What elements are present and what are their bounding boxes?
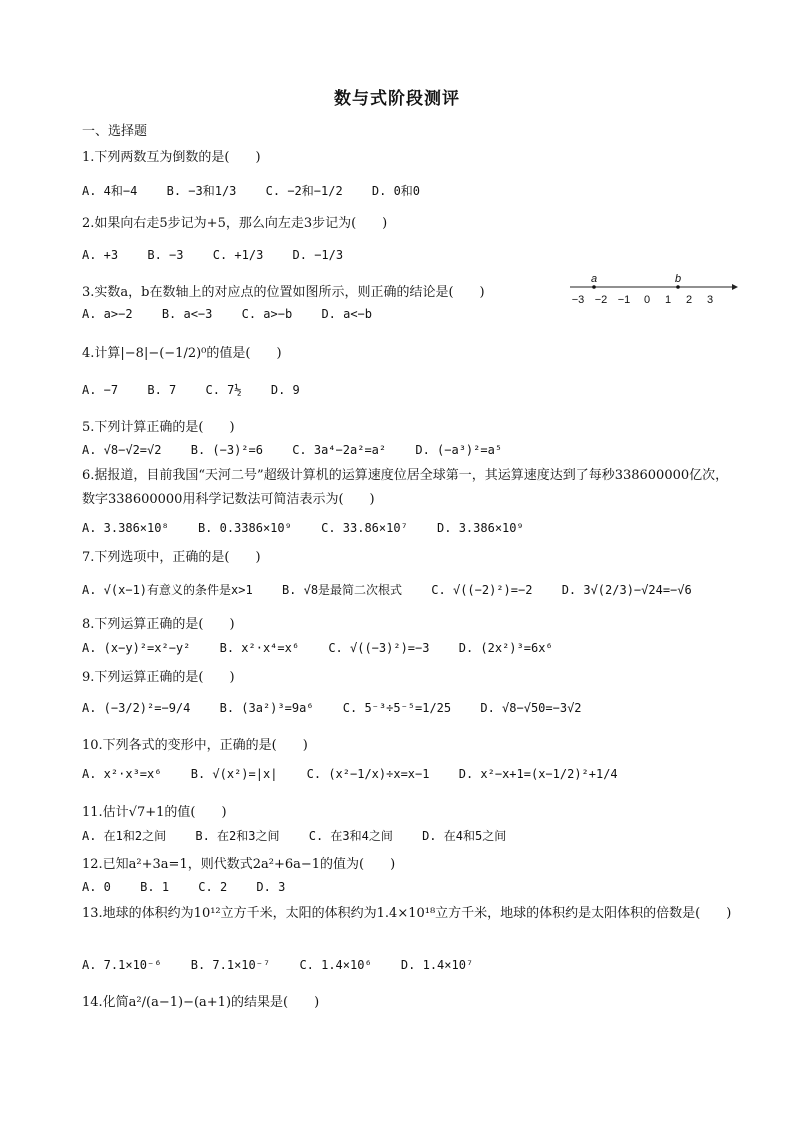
tick-label: 3 <box>706 294 714 306</box>
option-d: D. 9 <box>270 383 300 397</box>
option-c: C. 在3和4之间 <box>308 829 393 843</box>
tick-label: 2 <box>685 294 693 306</box>
option-d: D. (2x²)³=6x⁶ <box>458 641 553 655</box>
option-a: A. 7.1×10⁻⁶ <box>82 958 162 972</box>
question-stem: 9.下列运算正确的是( ) <box>82 670 235 685</box>
question-stem: 7.下列选项中，正确的是( ) <box>82 550 261 565</box>
option-c: C. a>−b <box>241 307 293 321</box>
tick-label: −1 <box>617 294 631 306</box>
option-a: A. 在1和2之间 <box>82 829 167 843</box>
question-options <box>82 827 528 844</box>
option-a: A. a>−2 <box>82 307 133 321</box>
question-stem: 1.下列两数互为倒数的是( ) <box>82 150 261 165</box>
option-b: B. −3 <box>147 248 184 262</box>
arrow-icon <box>732 284 738 290</box>
option-b: B. √(x²)=|x| <box>190 767 278 781</box>
option-a: A. 4和−4 <box>82 184 138 198</box>
option-a: A. x²·x³=x⁶ <box>82 767 162 781</box>
question-options <box>82 581 714 598</box>
option-a: A. (−3/2)²=−9/4 <box>82 701 191 715</box>
option-c: C. 7½ <box>205 383 242 397</box>
option-a: A. +3 <box>82 248 119 262</box>
option-d: D. 3 <box>256 880 286 894</box>
option-b: B. x²·x⁴=x⁶ <box>219 641 300 655</box>
tick-label: −2 <box>594 294 608 306</box>
question-options <box>82 521 546 535</box>
option-b: B. (3a²)³=9a⁶ <box>219 701 314 715</box>
point-a-label: a <box>590 273 598 285</box>
option-d: D. 0和0 <box>371 184 421 198</box>
option-a: A. 3.386×10⁸ <box>82 521 169 535</box>
page-title: 数与式阶段测评 <box>334 89 460 109</box>
question-stem: 10.下列各式的变形中，正确的是( ) <box>82 738 308 753</box>
option-b: B. √8是最简二次根式 <box>281 583 403 597</box>
option-c: C. 33.86×10⁷ <box>321 521 408 535</box>
section-heading: 一、选择题 <box>82 124 148 139</box>
option-a: A. 0 <box>82 880 111 894</box>
option-d: D. −1/3 <box>292 248 344 262</box>
option-b: B. 1 <box>140 880 170 894</box>
number-line-figure <box>568 273 738 309</box>
question-options <box>82 641 575 655</box>
question-stem: 2.如果向右走5步记为+5，那么向左走3步记为( ) <box>82 216 388 231</box>
question-options <box>82 307 394 321</box>
option-c: C. 5⁻³÷5⁻⁵=1/25 <box>342 701 452 715</box>
option-b: B. 0.3386×10⁹ <box>197 521 292 535</box>
question-stem: 3.实数a，b在数轴上的对应点的位置如图所示，则正确的结论是( ) <box>82 285 485 300</box>
option-d: D. 1.4×10⁷ <box>400 958 474 972</box>
option-c: C. (x²−1/x)÷x=x−1 <box>306 767 430 781</box>
question-stem: 14.化简a²/(a−1)−(a+1)的结果是( ) <box>82 995 320 1010</box>
option-c: C. 1.4×10⁶ <box>299 958 372 972</box>
option-c: C. +1/3 <box>212 248 264 262</box>
option-d: D. 在4和5之间 <box>422 829 507 843</box>
tick-label: 0 <box>643 294 651 306</box>
option-c: C. 2 <box>198 880 228 894</box>
option-c: C. 3a⁴−2a²=a² <box>292 443 387 457</box>
option-a: A. √(x−1)有意义的条件是x>1 <box>82 583 253 597</box>
option-a: A. −7 <box>82 383 119 397</box>
question-options <box>82 383 322 397</box>
point-b-label: b <box>674 273 682 285</box>
option-a: A. (x−y)²=x²−y² <box>82 641 191 655</box>
question-stem: 11.估计√7+1的值( ) <box>82 805 227 820</box>
option-b: B. a<−3 <box>161 307 213 321</box>
question-options <box>82 701 604 715</box>
option-a: A. √8−√2=√2 <box>82 443 162 457</box>
question-stem: 13.地球的体积约为10¹²立方千米，太阳的体积约为1.4×10¹⁸立方千米，地球的体积约是太阳体积的倍数是( ) <box>82 906 732 921</box>
option-d: D. a<−b <box>321 307 373 321</box>
point-b <box>676 285 680 289</box>
option-b: B. −3和1/3 <box>166 184 237 198</box>
option-c: C. √((−3)²)=−3 <box>328 641 430 655</box>
question-options <box>82 182 442 199</box>
option-c: C. √((−2)²)=−2 <box>431 583 533 597</box>
option-c: C. −2和−1/2 <box>265 184 343 198</box>
question-options <box>82 248 365 262</box>
question-options <box>82 767 640 781</box>
point-a <box>592 285 596 289</box>
tick-label: 1 <box>664 294 672 306</box>
question-stem: 12.已知a²+3a=1，则代数式2a²+6a−1的值为( ) <box>82 857 396 872</box>
option-d: D. x²−x+1=(x−1/2)²+1/4 <box>458 767 618 781</box>
question-stem: 4.计算|−8|−(−1/2)⁰的值是( ) <box>82 346 282 361</box>
option-d: D. (−a³)²=a⁵ <box>415 443 503 457</box>
option-d: D. √8−√50=−3√2 <box>480 701 582 715</box>
option-d: D. 3.386×10⁹ <box>437 521 524 535</box>
question-stem: 8.下列运算正确的是( ) <box>82 617 235 632</box>
question-stem: 5.下列计算正确的是( ) <box>82 420 235 435</box>
tick-label: −3 <box>571 294 585 306</box>
question-options <box>82 880 307 894</box>
question-options <box>82 443 524 457</box>
option-d: D. 3√(2/3)−√24=−√6 <box>561 583 692 597</box>
option-b: B. 7 <box>147 383 177 397</box>
question-stem: 6.据报道，目前我国“天河二号”超级计算机的运算速度位居全球第一，其运算速度达到了每秒338600000亿次，数字338600000用科学记数法可简洁表示为( ) <box>82 468 729 507</box>
question-options <box>82 958 495 972</box>
option-b: B. 在2和3之间 <box>195 829 280 843</box>
option-b: B. 7.1×10⁻⁷ <box>190 958 271 972</box>
option-b: B. (−3)²=6 <box>190 443 263 457</box>
